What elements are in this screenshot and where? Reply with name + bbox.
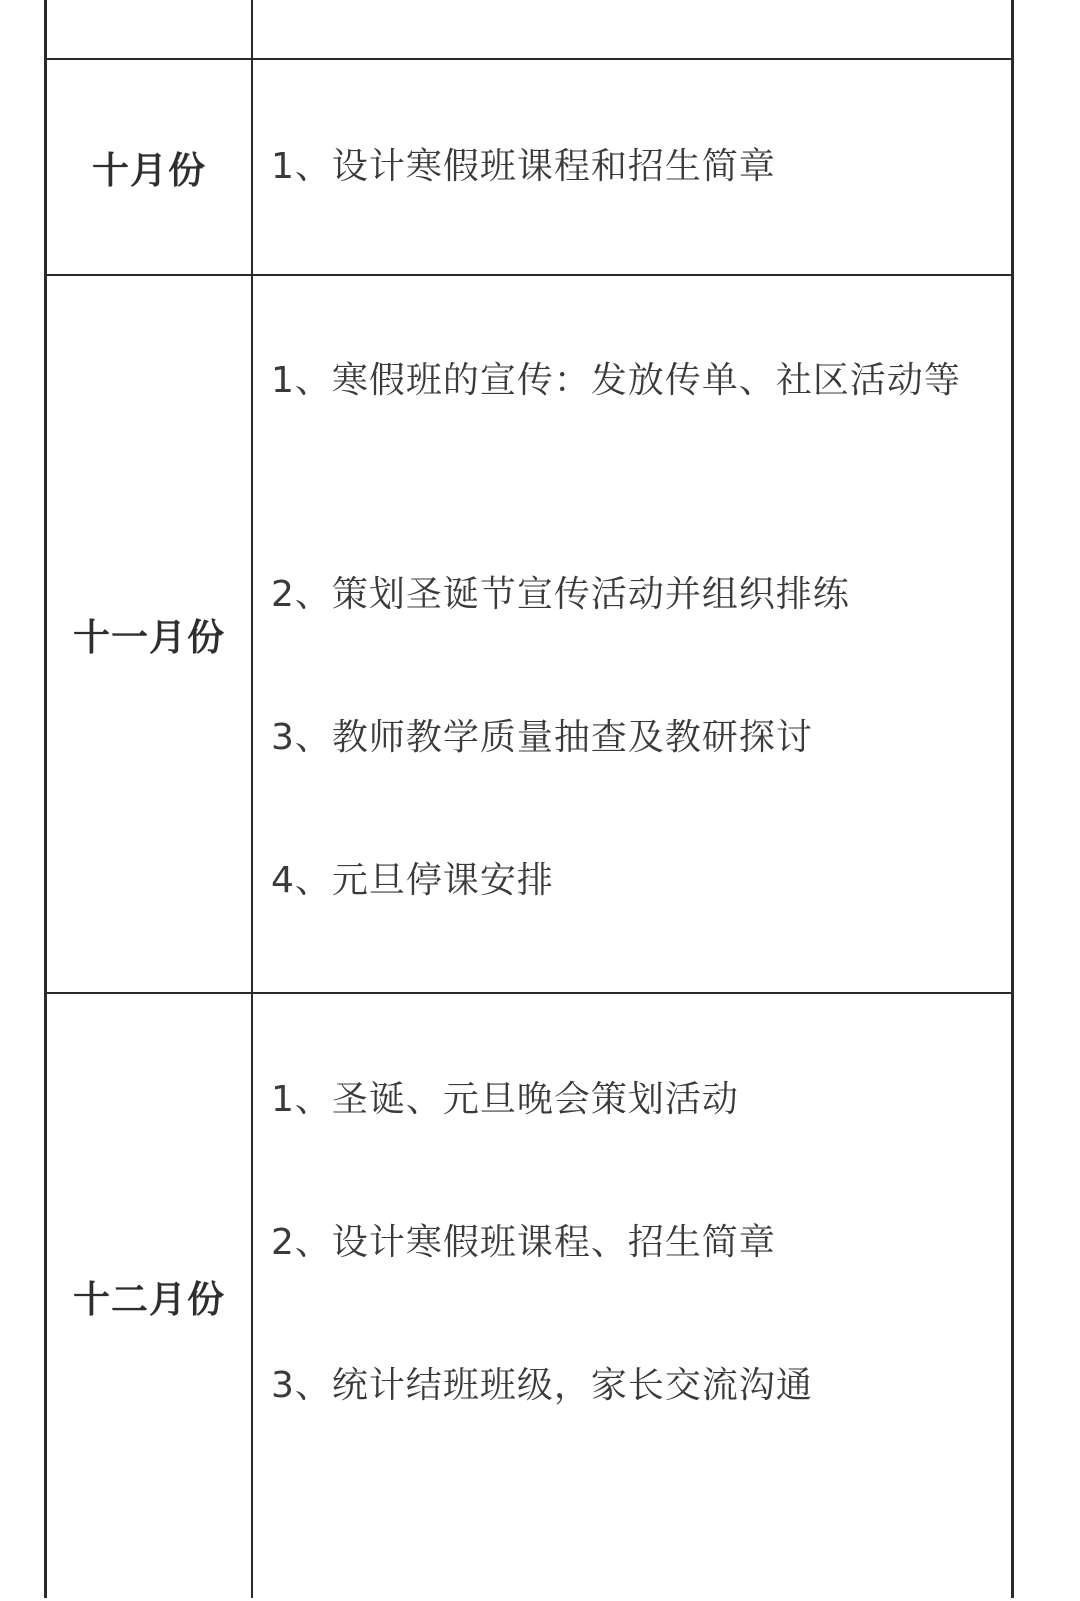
task-item: 4、元旦停课安排 [271, 860, 554, 901]
task-item: 2、策划圣诞节宣传活动并组织排练 [271, 574, 850, 615]
month-cell: 十月份 [92, 149, 206, 192]
task-cell [271, 276, 991, 992]
column-divider [251, 60, 253, 274]
task-item: 2、设计寒假班课程、招生简章 [271, 1222, 776, 1263]
table-row [47, 0, 1011, 60]
month-cell: 十二月份 [73, 1278, 225, 1321]
column-divider [251, 276, 253, 992]
task-item: 3、统计结班班级，家长交流沟通 [271, 1365, 813, 1406]
table-row [47, 60, 1011, 276]
task-item: 1、寒假班的宣传：发放传单、社区活动等 [271, 360, 961, 401]
schedule-table [44, 0, 1014, 1598]
column-divider [251, 994, 253, 1598]
table-row [47, 994, 1011, 1598]
task-cell [271, 994, 991, 1598]
task-cell [271, 60, 991, 274]
table-row [47, 276, 1011, 994]
task-item: 1、设计寒假班课程和招生简章 [271, 146, 776, 187]
month-cell: 十一月份 [73, 616, 225, 659]
column-divider [251, 0, 253, 58]
month-cell [47, 0, 251, 58]
task-item: 1、圣诞、元旦晚会策划活动 [271, 1079, 739, 1120]
task-item: 3、教师教学质量抽查及教研探讨 [271, 717, 813, 758]
